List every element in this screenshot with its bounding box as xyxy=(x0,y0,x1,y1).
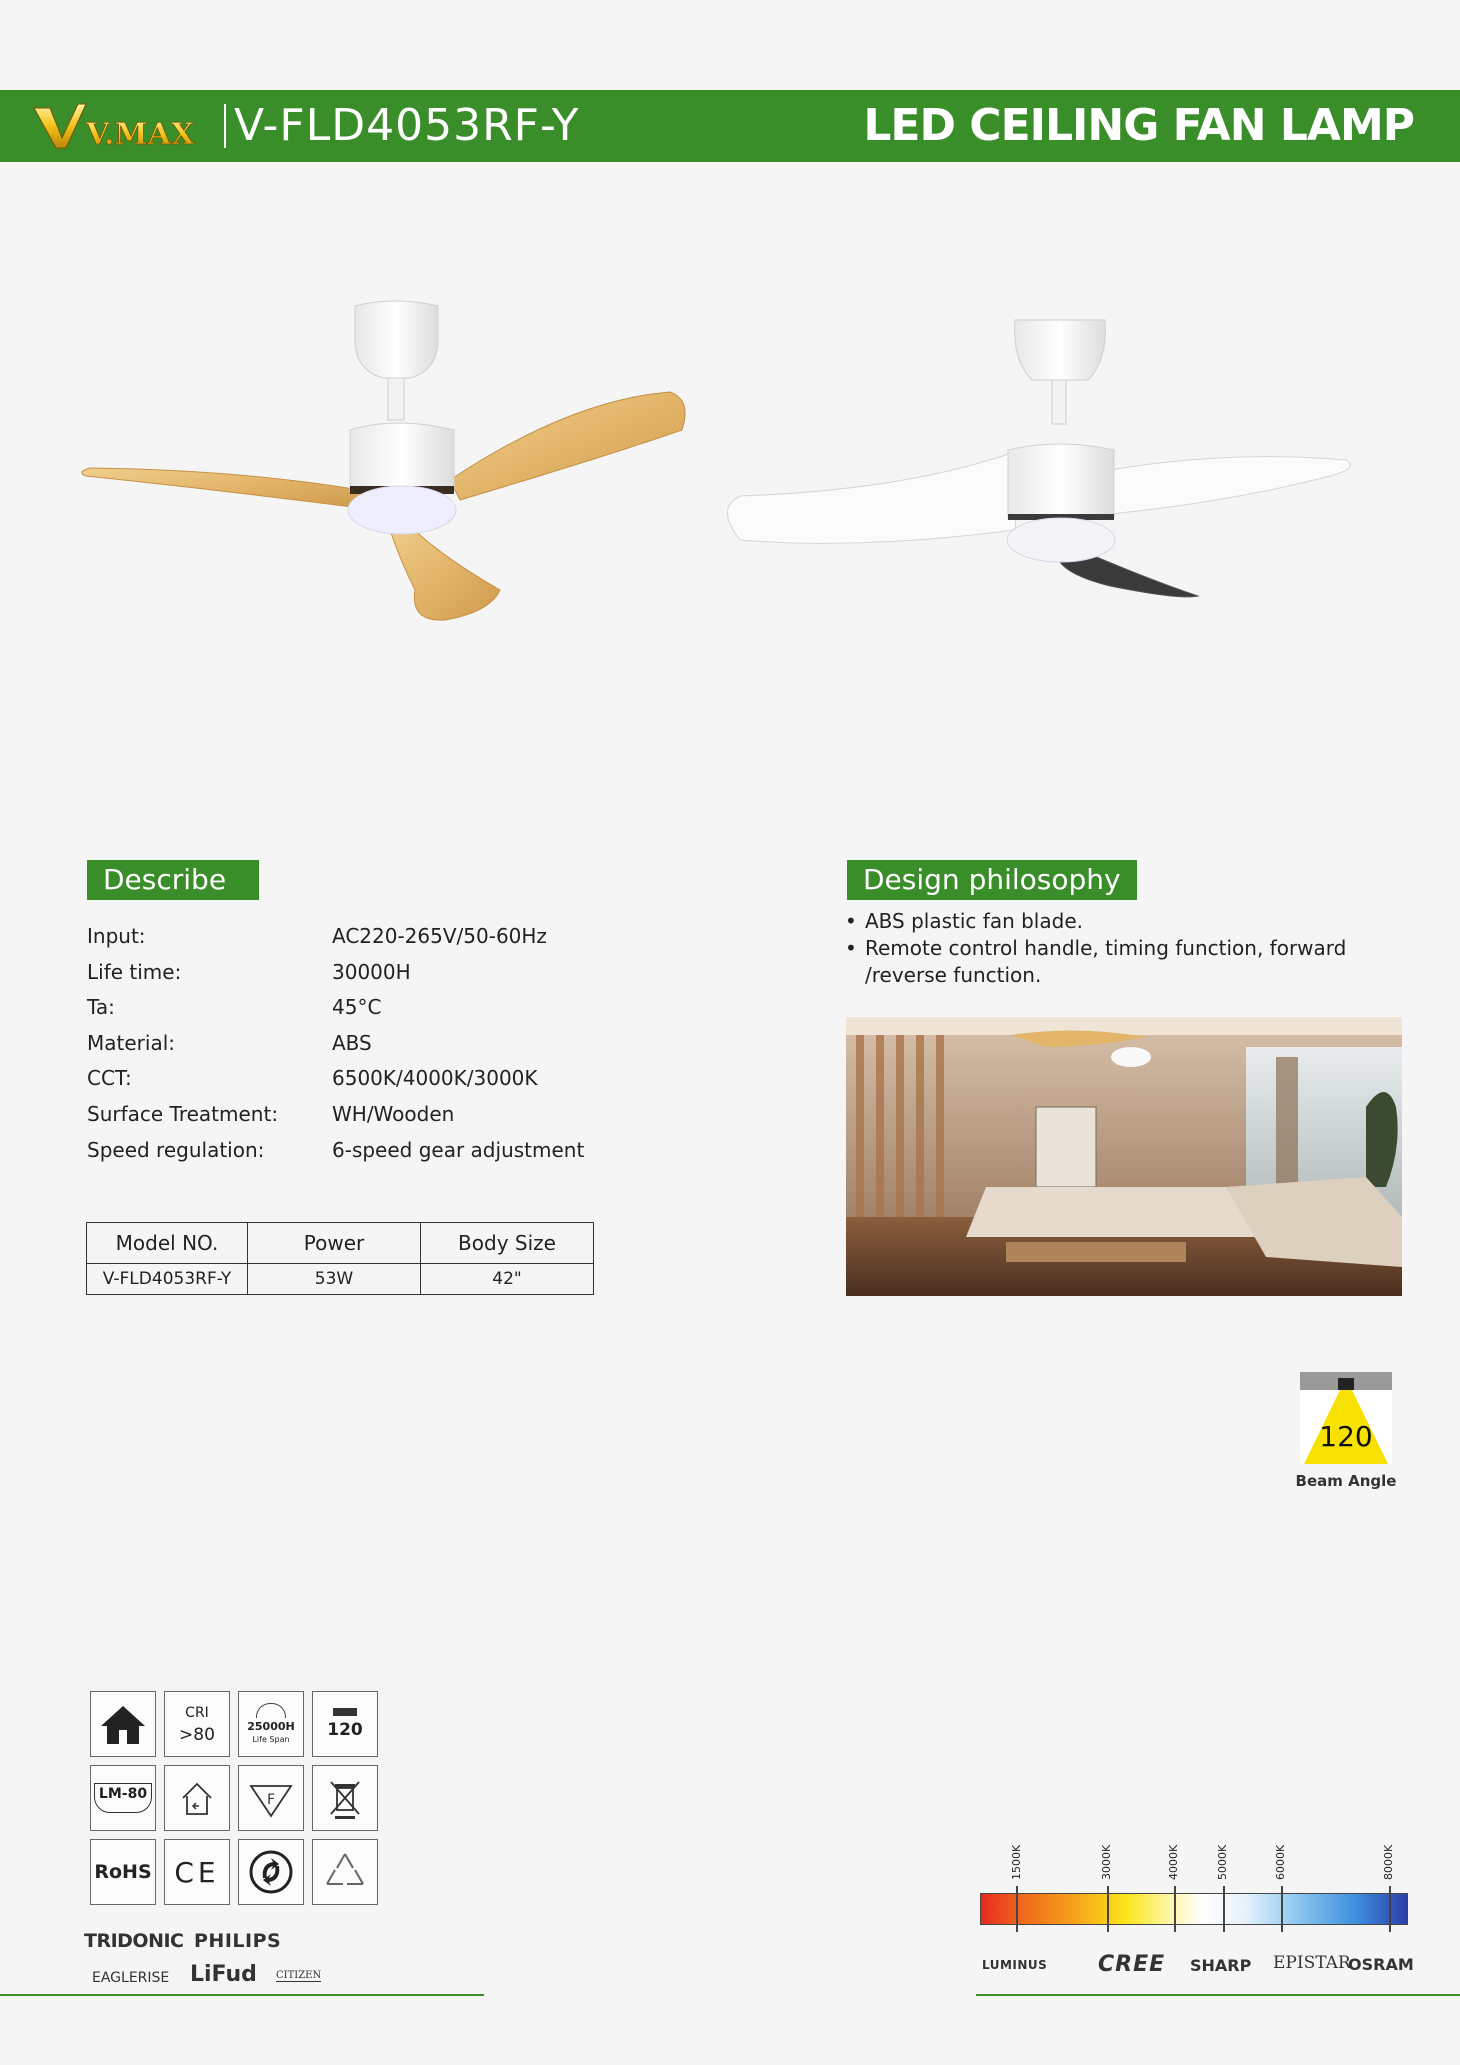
spec-label: Material: xyxy=(87,1030,175,1055)
spec-row-life-time xyxy=(87,960,647,996)
cct-label-3000k: 3000K xyxy=(1100,1844,1113,1880)
brand-philips: PHILIPS xyxy=(194,1930,282,1952)
cct-tick xyxy=(1281,1886,1283,1932)
spec-value: 6500K/4000K/3000K xyxy=(332,1066,538,1091)
lifespan-icon xyxy=(256,1703,286,1718)
color-temperature-bar xyxy=(980,1893,1408,1925)
downlight-icon xyxy=(333,1708,357,1716)
spec-label: Life time: xyxy=(87,959,182,984)
rohs-badge xyxy=(90,1839,156,1905)
product-title: LED CEILING FAN LAMP xyxy=(863,100,1414,151)
spec-value: AC220-265V/50-60Hz xyxy=(332,924,547,948)
ce-mark xyxy=(164,1839,230,1905)
beam-angle-value: 120 xyxy=(1319,1420,1373,1453)
table-header-row xyxy=(87,1223,594,1264)
house-arrow-icon xyxy=(164,1765,230,1831)
cct-label-6000k: 6000K xyxy=(1274,1844,1287,1880)
spec-row-speed-regulation xyxy=(87,1138,647,1174)
brand-cree: CREE xyxy=(1098,1952,1166,1977)
lm80-label: LM-80 xyxy=(94,1783,152,1813)
cct-label-4000k: 4000K xyxy=(1167,1844,1180,1880)
f-mark-icon xyxy=(238,1765,304,1831)
spec-label: Surface Treatment: xyxy=(87,1101,279,1126)
lifespan-value: 25000H xyxy=(247,1719,295,1733)
certification-grid xyxy=(90,1691,384,1905)
fan-image-white xyxy=(710,300,1360,620)
design-point: • ABS plastic fan blade. xyxy=(845,908,1385,935)
model-table xyxy=(86,1222,594,1295)
bottom-divider-left xyxy=(0,1994,484,1996)
cri-badge xyxy=(164,1691,230,1757)
cct-tick xyxy=(1389,1886,1391,1932)
green-dot-icon xyxy=(238,1839,304,1905)
brand-logo xyxy=(28,98,214,154)
cri-label: CRI xyxy=(185,1705,209,1721)
lm80-badge xyxy=(90,1765,156,1831)
weee-bin-icon xyxy=(312,1765,378,1831)
brand-luminus: LUMINUS xyxy=(982,1958,1048,1972)
cct-tick xyxy=(1016,1886,1018,1932)
brand-osram: OSRAM xyxy=(1348,1955,1414,1974)
spec-row-surface-treatment xyxy=(87,1102,647,1138)
spec-row-cct xyxy=(87,1066,647,1102)
spec-label: Input: xyxy=(87,924,146,948)
cct-tick xyxy=(1223,1886,1225,1932)
spec-label: CCT: xyxy=(87,1066,132,1091)
cct-tick xyxy=(1174,1886,1176,1932)
spec-value: WH/Wooden xyxy=(332,1101,455,1126)
cri-value: >80 xyxy=(179,1725,215,1745)
spec-value: 45°C xyxy=(332,995,382,1020)
brand-sharp: SHARP xyxy=(1190,1956,1252,1975)
spec-label: Speed regulation: xyxy=(87,1137,265,1162)
svg-text:F: F xyxy=(266,1792,276,1808)
spec-value: 30000H xyxy=(332,959,411,984)
spec-value: ABS xyxy=(332,1030,372,1055)
design-philosophy-heading: Design philosophy xyxy=(847,860,1137,900)
table-row xyxy=(87,1264,594,1295)
bottom-divider-right xyxy=(976,1994,1460,1996)
describe-heading: Describe xyxy=(87,860,259,900)
design-point: • Remote control handle, timing function, forward /reverse function. xyxy=(845,935,1385,989)
table-header-power: Power xyxy=(248,1223,421,1264)
design-list xyxy=(845,908,1385,989)
beam-angle-label: Beam Angle xyxy=(1295,1472,1397,1490)
model-title: V-FLD4053RF-Y xyxy=(234,100,580,151)
spec-row-ta xyxy=(87,995,647,1031)
header-divider xyxy=(224,104,226,148)
table-cell-power: 53W xyxy=(248,1264,421,1295)
brand-lifud: LiFud xyxy=(190,1962,257,1987)
spec-label: Ta: xyxy=(87,995,115,1020)
fan-image-wooden xyxy=(70,290,700,630)
table-header-model: Model NO. xyxy=(87,1223,248,1264)
angle-value: 120 xyxy=(327,1720,363,1740)
spec-value: 6-speed gear adjustment xyxy=(332,1137,585,1162)
indoor-use-icon xyxy=(90,1691,156,1757)
spec-list xyxy=(87,924,647,1173)
brand-citizen: CITIZEN xyxy=(276,1970,322,1981)
living-room-image xyxy=(846,1017,1402,1296)
spec-row-input xyxy=(87,924,647,960)
table-cell-model: V-FLD4053RF-Y xyxy=(87,1264,248,1295)
lifespan-label: Life Span xyxy=(252,1734,290,1744)
cct-tick xyxy=(1107,1886,1109,1932)
cct-label-1500k: 1500K xyxy=(1010,1844,1023,1880)
table-cell-body-size: 42" xyxy=(421,1264,594,1295)
brand-eaglerise: EAGLERISE xyxy=(92,1970,170,1986)
brand-logo-text: V.MAX xyxy=(86,117,195,152)
spec-row-material xyxy=(87,1031,647,1067)
table-header-body-size: Body Size xyxy=(421,1223,594,1264)
rohs-label: RoHS xyxy=(94,1861,152,1883)
angle-badge xyxy=(312,1691,378,1757)
brand-epistar: EPISTAR xyxy=(1273,1953,1351,1973)
cct-label-5000k: 5000K xyxy=(1216,1844,1229,1880)
brand-tridonic: TRIDONIC xyxy=(84,1930,184,1952)
cct-label-8000k: 8000K xyxy=(1382,1844,1395,1880)
recycle-icon xyxy=(312,1839,378,1905)
lifespan-badge xyxy=(238,1691,304,1757)
ce-label: CE xyxy=(174,1855,220,1889)
